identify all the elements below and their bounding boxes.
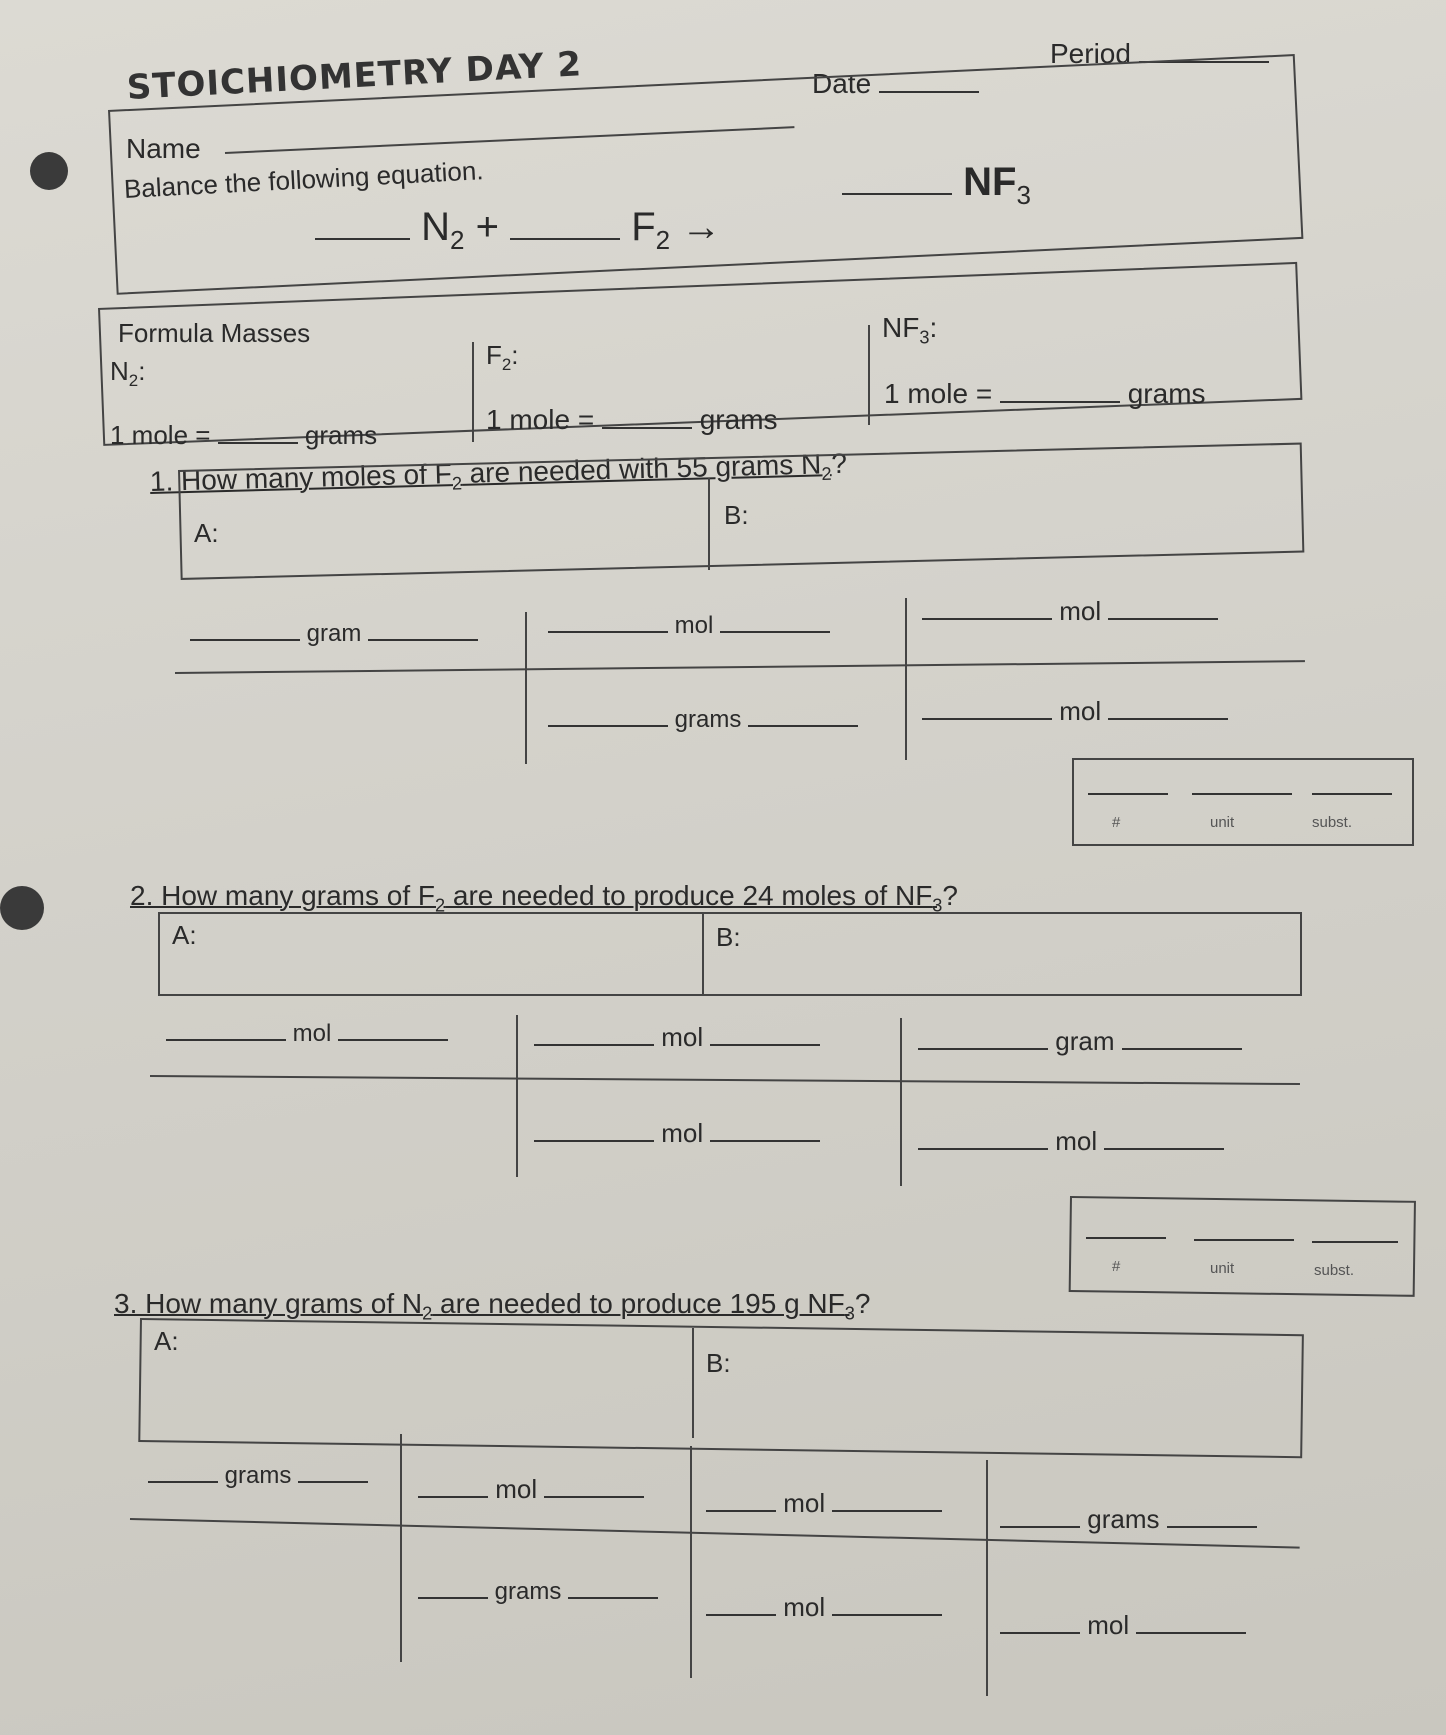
q2-answer-subst[interactable]: [1312, 1241, 1398, 1243]
q2-top-2: mol: [534, 1022, 820, 1053]
q3-bottom-3: mol: [1000, 1610, 1246, 1641]
name-label: Name: [126, 133, 201, 164]
f2-mole-eq: 1 mole = grams: [486, 404, 778, 435]
hole-punch: [0, 886, 44, 930]
q1-subst-caption: subst.: [1312, 814, 1353, 831]
balance-product: $NF_3$: [842, 160, 1031, 211]
q3-top-4: grams: [1000, 1504, 1257, 1535]
q2-subst-caption: subst.: [1314, 1262, 1355, 1279]
balance-equation: $N_2 + F_2$ →: [315, 205, 721, 256]
q2-top-1: mol: [166, 1020, 448, 1048]
q1-a-label: A:: [194, 518, 219, 548]
date-label: Date: [812, 68, 979, 100]
q2-a-label: A:: [172, 920, 197, 950]
q1-top-2: mol: [548, 612, 830, 640]
q1-num-caption: #: [1112, 814, 1121, 831]
period-label: Period: [1050, 38, 1269, 70]
q1-b-label: B:: [724, 500, 749, 530]
q2-bottom-2: mol: [918, 1126, 1224, 1157]
q3-a-label: A:: [154, 1326, 179, 1356]
q2-num-caption: #: [1112, 1258, 1121, 1275]
q3-b-label: B:: [706, 1348, 731, 1378]
q1-bottom-1: grams: [548, 706, 858, 734]
n2-mole-eq: 1 mole = grams: [110, 420, 378, 450]
q1-top-3: mol: [922, 596, 1218, 627]
q3-top-3: mol: [706, 1488, 942, 1519]
hole-punch: [30, 152, 68, 190]
q1-answer-num[interactable]: [1088, 793, 1168, 795]
coef-n2[interactable]: [315, 238, 410, 240]
nf3-mole-eq: 1 mole = grams: [884, 378, 1206, 409]
q2-top-3: gram: [918, 1026, 1242, 1057]
formula-masses-heading: Formula Masses: [118, 318, 311, 348]
q1-answer-unit[interactable]: [1192, 793, 1292, 795]
f2-label: $F_2$:: [486, 340, 519, 375]
q2-text: 2. How many grams of $F_2$ are needed to produce 24 moles of $NF_3$?: [130, 880, 958, 916]
q3-bottom-1: grams: [418, 1578, 658, 1606]
q2-bottom-1: mol: [534, 1118, 820, 1149]
q1-answer-subst[interactable]: [1312, 793, 1392, 795]
coef-nf3[interactable]: [842, 193, 952, 195]
q3-bottom-2: mol: [706, 1592, 942, 1623]
worksheet-title: STOICHIOMETRY DAY 2: [125, 44, 584, 108]
q3-text: 3. How many grams of $N_2$ are needed to produce 195 g $NF_3$?: [114, 1288, 871, 1324]
nf3-label: $NF_3$:: [882, 312, 938, 348]
q3-ab-box: [138, 1318, 1304, 1458]
q2-unit-caption: unit: [1210, 1260, 1235, 1277]
n2-label: $N_2$:: [110, 356, 146, 391]
q1-text: 1. How many moles of $F_2$ are needed with 55 grams $N_2$?: [149, 447, 848, 497]
q2-b-label: B:: [716, 922, 741, 952]
q1-top-1: gram: [190, 620, 478, 648]
q1-answer-box: [1072, 758, 1414, 846]
q2-answer-unit[interactable]: [1194, 1239, 1294, 1241]
q1-unit-caption: unit: [1210, 814, 1235, 831]
q1-bottom-2: mol: [922, 696, 1228, 727]
balance-instruction: Balance the following equation.: [123, 155, 485, 204]
q3-top-1: grams: [148, 1462, 368, 1490]
q2-answer-num[interactable]: [1086, 1237, 1166, 1239]
coef-f2[interactable]: [510, 238, 620, 240]
q3-top-2: mol: [418, 1474, 644, 1505]
